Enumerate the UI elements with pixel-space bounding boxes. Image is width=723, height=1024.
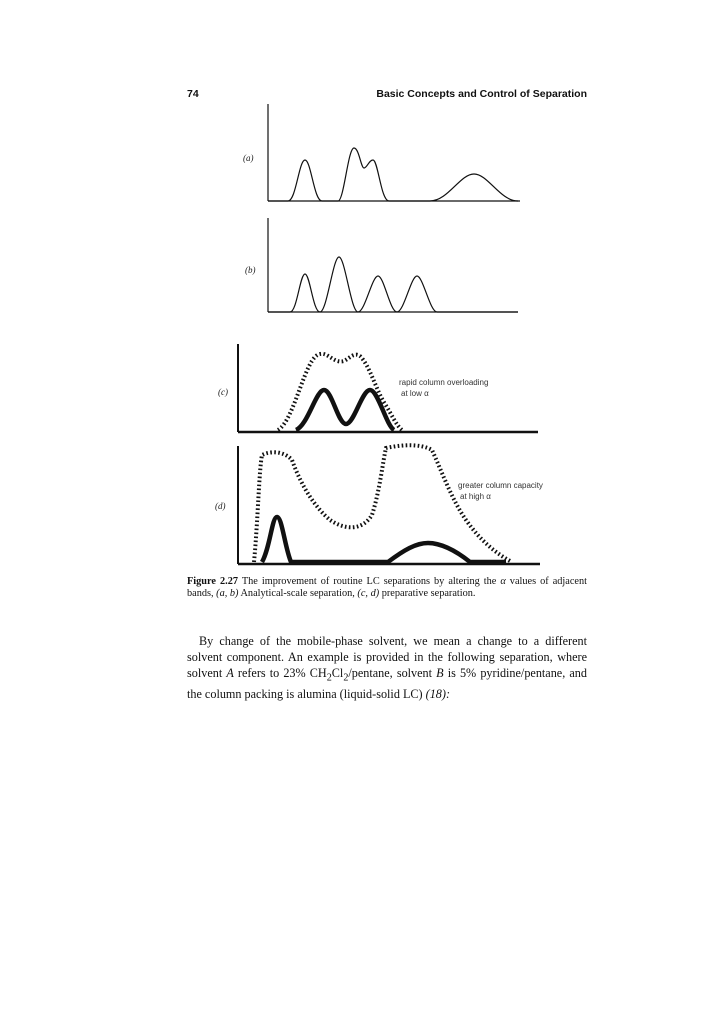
body-paragraph bbox=[187, 633, 587, 702]
body-text-1: By change of the mobile-phase solvent, we mean a change to a different solvent component. An example is provided in the following separation, where solvent bbox=[187, 634, 587, 680]
panel-c bbox=[218, 344, 538, 432]
caption-text-3: Analytical-scale separation, bbox=[238, 588, 358, 599]
panel-a-trace bbox=[268, 148, 518, 201]
caption-alpha: α bbox=[500, 576, 506, 587]
caption-ref-cd: (c, d) bbox=[357, 588, 380, 599]
panel-c-label: (c) bbox=[218, 387, 228, 397]
body-text-3: /pentane, solvent bbox=[348, 666, 437, 680]
panel-b-trace bbox=[268, 257, 518, 312]
body-var-a: A bbox=[226, 666, 234, 680]
caption-text-4: preparative separation. bbox=[379, 588, 476, 599]
body-sub-1: 2 bbox=[326, 672, 332, 684]
figure-caption bbox=[187, 576, 587, 600]
body-sub-2: 2 bbox=[343, 672, 349, 684]
panel-d-dotted-capacity bbox=[254, 445, 512, 562]
body-ref: (18): bbox=[425, 687, 451, 702]
body-cl: Cl bbox=[331, 666, 344, 680]
panel-a bbox=[243, 104, 520, 201]
caption-text-2: values of adjacent bands, bbox=[187, 576, 588, 599]
panel-b bbox=[245, 218, 518, 312]
panel-d-label: (d) bbox=[215, 501, 226, 511]
panel-d-solid-bands bbox=[262, 517, 506, 562]
panel-d-note-line-2: at high α bbox=[460, 492, 491, 501]
running-head: Basic Concepts and Control of Separation bbox=[376, 88, 587, 100]
panel-d bbox=[215, 445, 543, 564]
panel-c-note-line-1: rapid column overloading bbox=[399, 378, 489, 387]
body-var-b: B bbox=[436, 666, 444, 680]
body-text-4: is 5% pyridine/pentane, and the column packing is alumina (liquid-solid LC) bbox=[187, 666, 587, 702]
panel-c-note-line-2: at low α bbox=[401, 389, 429, 398]
body-text-2: refers to 23% CH bbox=[233, 666, 327, 680]
panel-b-label: (b) bbox=[245, 265, 256, 275]
panel-d-note-line-1: greater column capacity bbox=[458, 481, 543, 490]
caption-text-1: The improvement of routine LC separations by altering the bbox=[241, 576, 501, 587]
caption-ref-ab: (a, b) bbox=[216, 588, 239, 599]
caption-label: Figure 2.27 bbox=[187, 576, 239, 587]
page-number: 74 bbox=[187, 88, 199, 100]
panel-a-label: (a) bbox=[243, 153, 254, 163]
